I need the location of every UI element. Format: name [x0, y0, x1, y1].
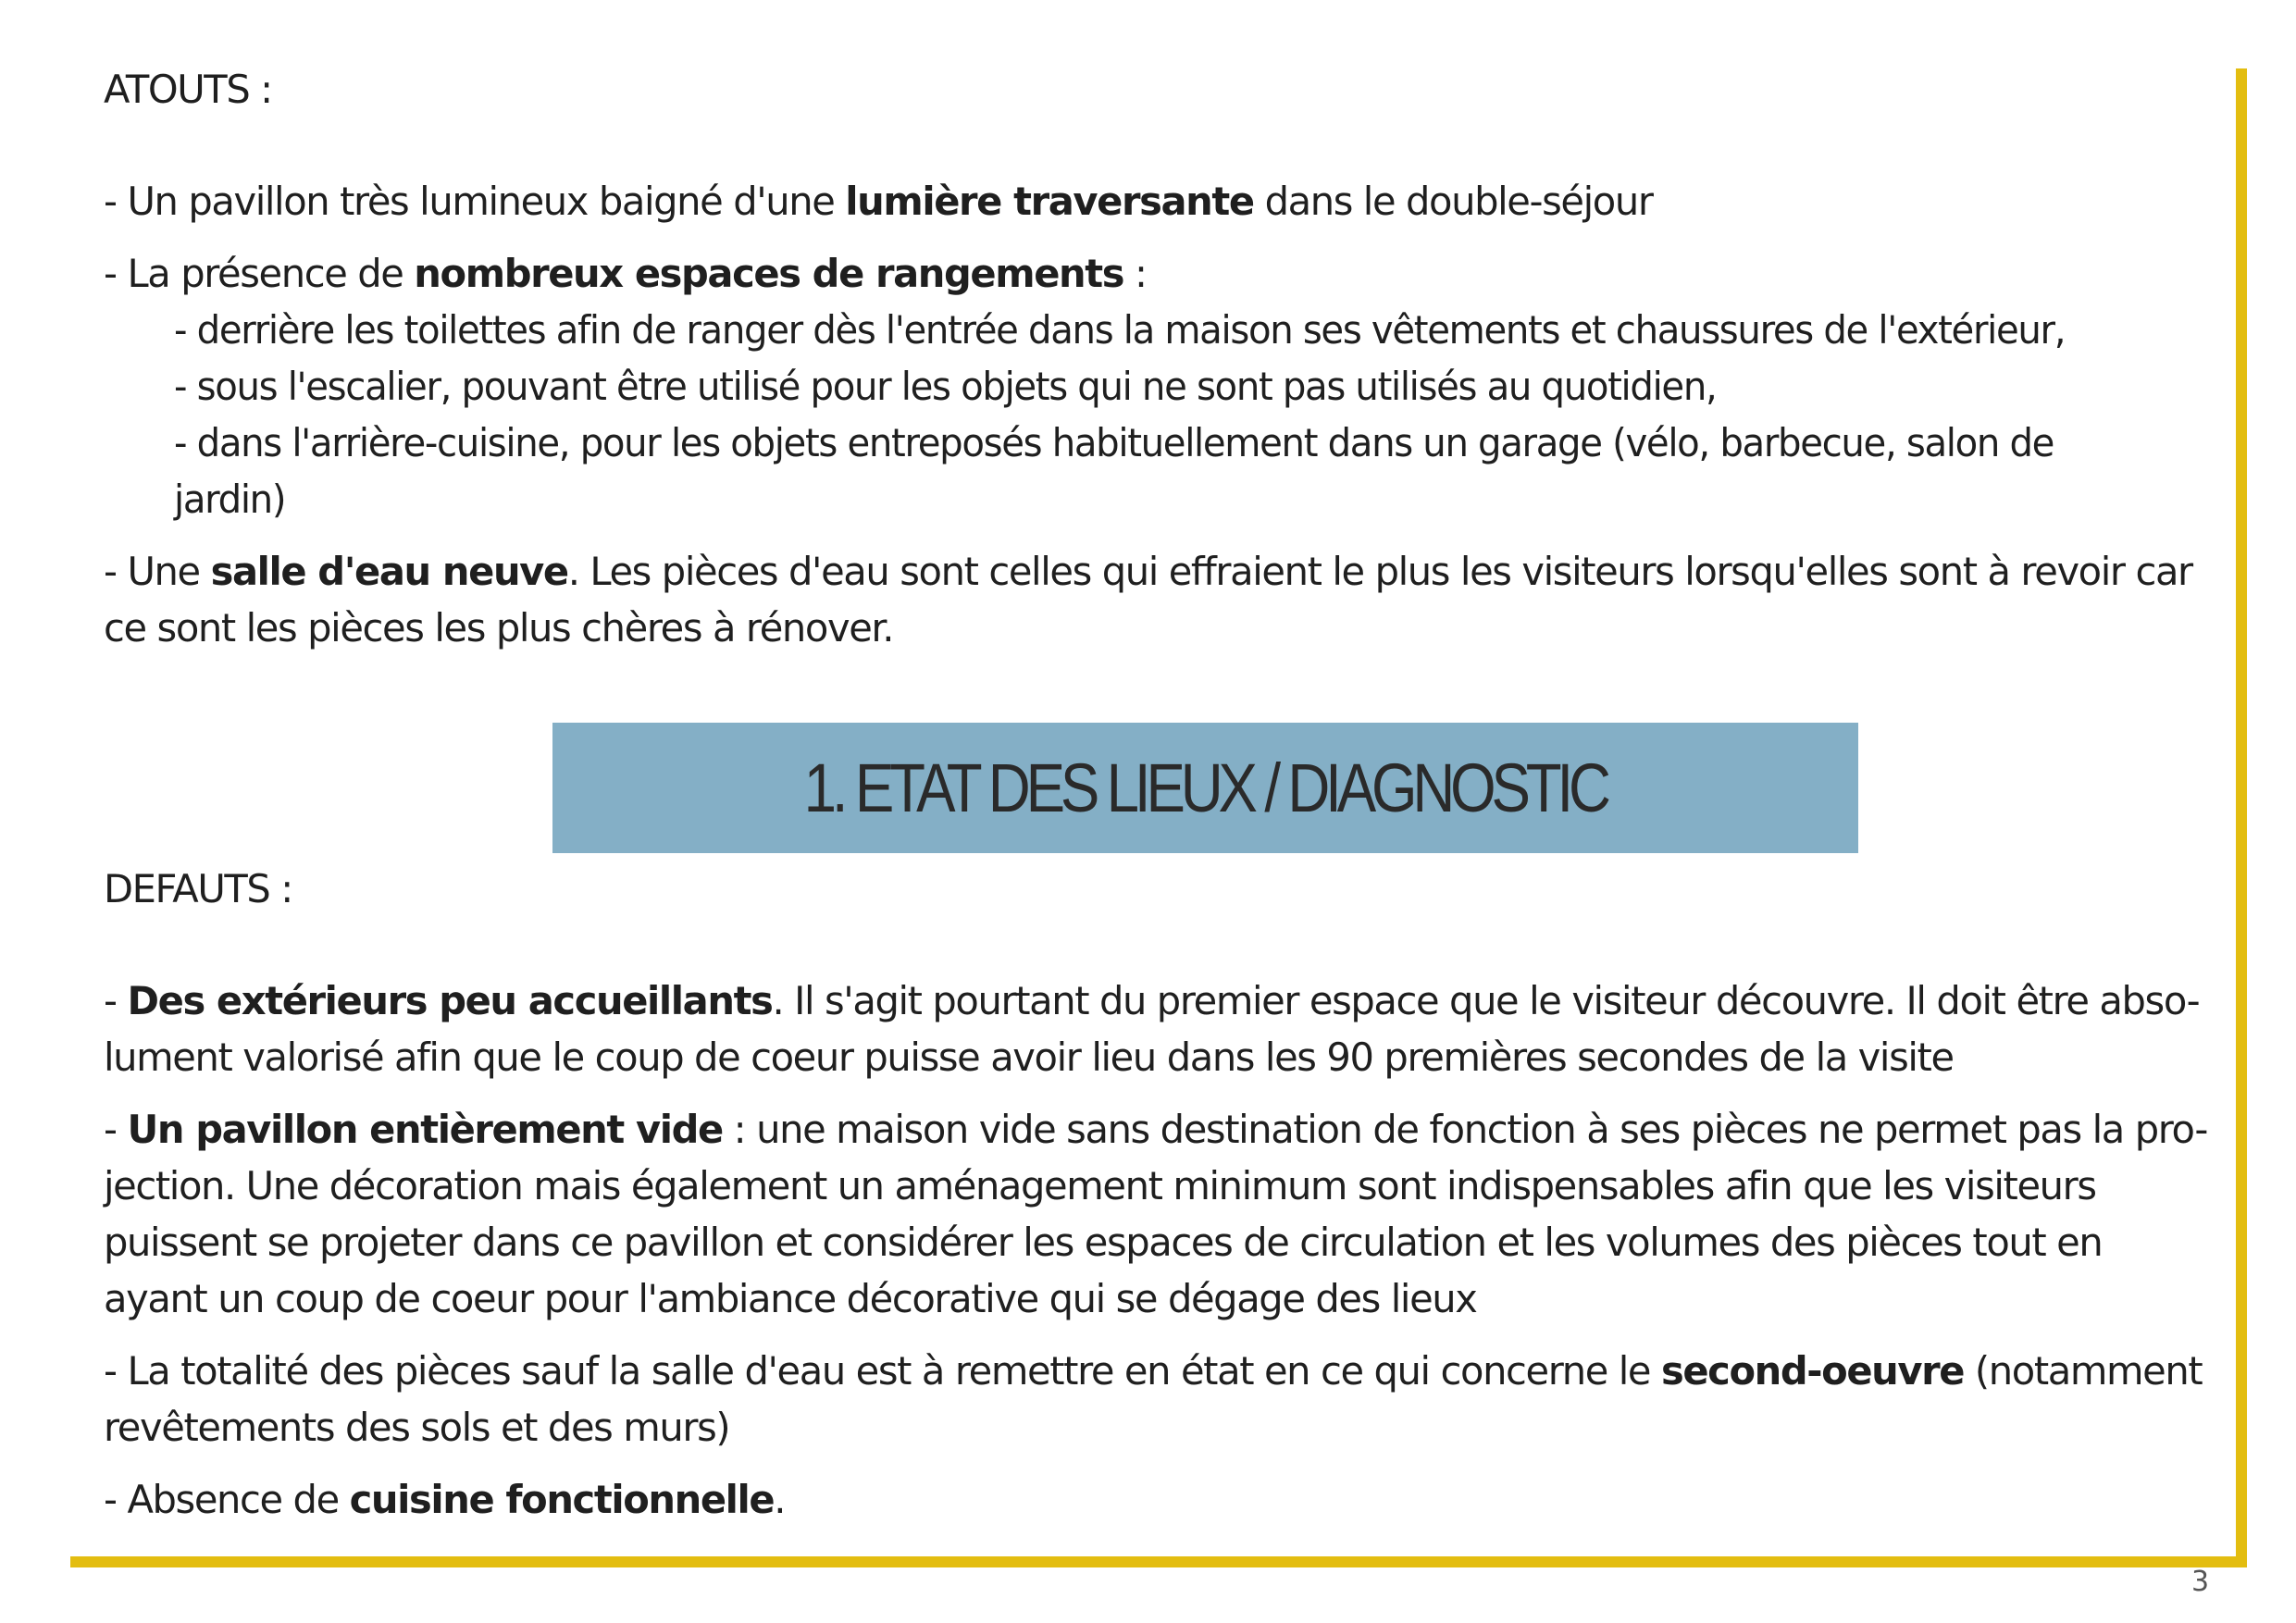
defauts-item-3 [104, 1343, 2230, 1399]
atouts-sub-item-3-line-2: jardin) [174, 477, 286, 522]
atouts-heading: ATOUTS : [104, 67, 272, 112]
defauts-item-2-line-2: jection. Une décoration mais également un aménagement minimum sont indispensables afin que les visiteurs [104, 1163, 2096, 1208]
defauts-item-4 [104, 1471, 2230, 1528]
defauts-item-4-pre: - Absence de [104, 1477, 350, 1522]
defauts-item-3-pre: - La totalité des pièces sauf la salle d'eau est à remettre en état en ce qui concerne le [104, 1348, 1661, 1394]
frame-right-border [2236, 68, 2247, 1567]
atouts-item-2-pre: - La présence de [104, 251, 415, 296]
defauts-item-2-bold: Un pavillon entièrement vide [127, 1107, 723, 1152]
atouts-item-1-bold: lumière traversante [845, 179, 1254, 224]
atouts-item-2 [104, 245, 2230, 302]
defauts-item-2 [104, 1101, 2230, 1158]
defauts-heading: DEFAUTS : [104, 866, 292, 911]
atouts-sub-item-1: - derrière les toilettes afin de ranger dès l'entrée dans la maison ses vêtements et chaussures de l'extérieur, [174, 307, 2066, 353]
defauts-item-2-pre: - [104, 1107, 128, 1152]
defauts-item-2-post: : une maison vide sans destination de fonction à ses pièces ne permet pas la pro- [722, 1107, 2207, 1152]
defauts-item-2-line-4: ayant un coup de coeur pour l'ambiance décorative qui se dégage des lieux [104, 1276, 1477, 1321]
frame-bottom-border [70, 1556, 2247, 1567]
defauts-item-1-post: . Il s'agit pourtant du premier espace que le visiteur découvre. Il doit être abso- [772, 978, 2200, 1023]
defauts-item-1-pre: - [104, 978, 128, 1023]
defauts-item-1-line-2: lument valorisé afin que le coup de coeur puisse avoir lieu dans les 90 premières secondes de la visite [104, 1035, 1954, 1080]
page-number: 3 [2191, 1566, 2210, 1598]
atouts-item-3-line-2: ce sont les pièces les plus chères à rénover. [104, 605, 894, 650]
defauts-item-1-bold: Des extérieurs peu accueillants [127, 978, 773, 1023]
atouts-item-2-post: : [1123, 251, 1147, 296]
atouts-sub-item-3-line-1: - dans l'arrière-cuisine, pour les objets entreposés habituellement dans un garage (vélo, barbecue, salon de [174, 420, 2054, 465]
defauts-item-3-post: (notamment [1964, 1348, 2203, 1394]
atouts-item-3 [104, 543, 2230, 600]
defauts-item-2-line-3: puissent se projeter dans ce pavillon et considérer les espaces de circulation et les volumes des pièces tout en [104, 1220, 2103, 1265]
atouts-item-1-pre: - Un pavillon très lumineux baigné d'une [104, 179, 846, 224]
atouts-item-3-post: . Les pièces d'eau sont celles qui effraient le plus les visiteurs lorsqu'elles sont à revoir car [567, 549, 2192, 594]
atouts-item-3-bold: salle d'eau neuve [210, 549, 568, 594]
atouts-item-2-bold: nombreux espaces de rangements [414, 251, 1124, 296]
atouts-sub-item-2: - sous l'escalier, pouvant être utilisé pour les objets qui ne sont pas utilisés au quotidien, [174, 364, 1717, 409]
defauts-item-3-line-2: revêtements des sols et des murs) [104, 1405, 730, 1450]
section-title: 1. ETAT DES LIEUX / DIAGNOSTIC [803, 750, 1607, 826]
defauts-item-3-bold: second-oeuvre [1660, 1348, 1965, 1394]
section-title-banner [552, 723, 1858, 853]
atouts-item-1 [104, 173, 2230, 229]
atouts-item-1-post: dans le double-séjour [1253, 179, 1653, 224]
defauts-item-1 [104, 973, 2230, 1029]
atouts-item-3-pre: - Une [104, 549, 211, 594]
defauts-item-4-post: . [774, 1477, 786, 1522]
defauts-item-4-bold: cuisine fonctionnelle [349, 1477, 775, 1522]
